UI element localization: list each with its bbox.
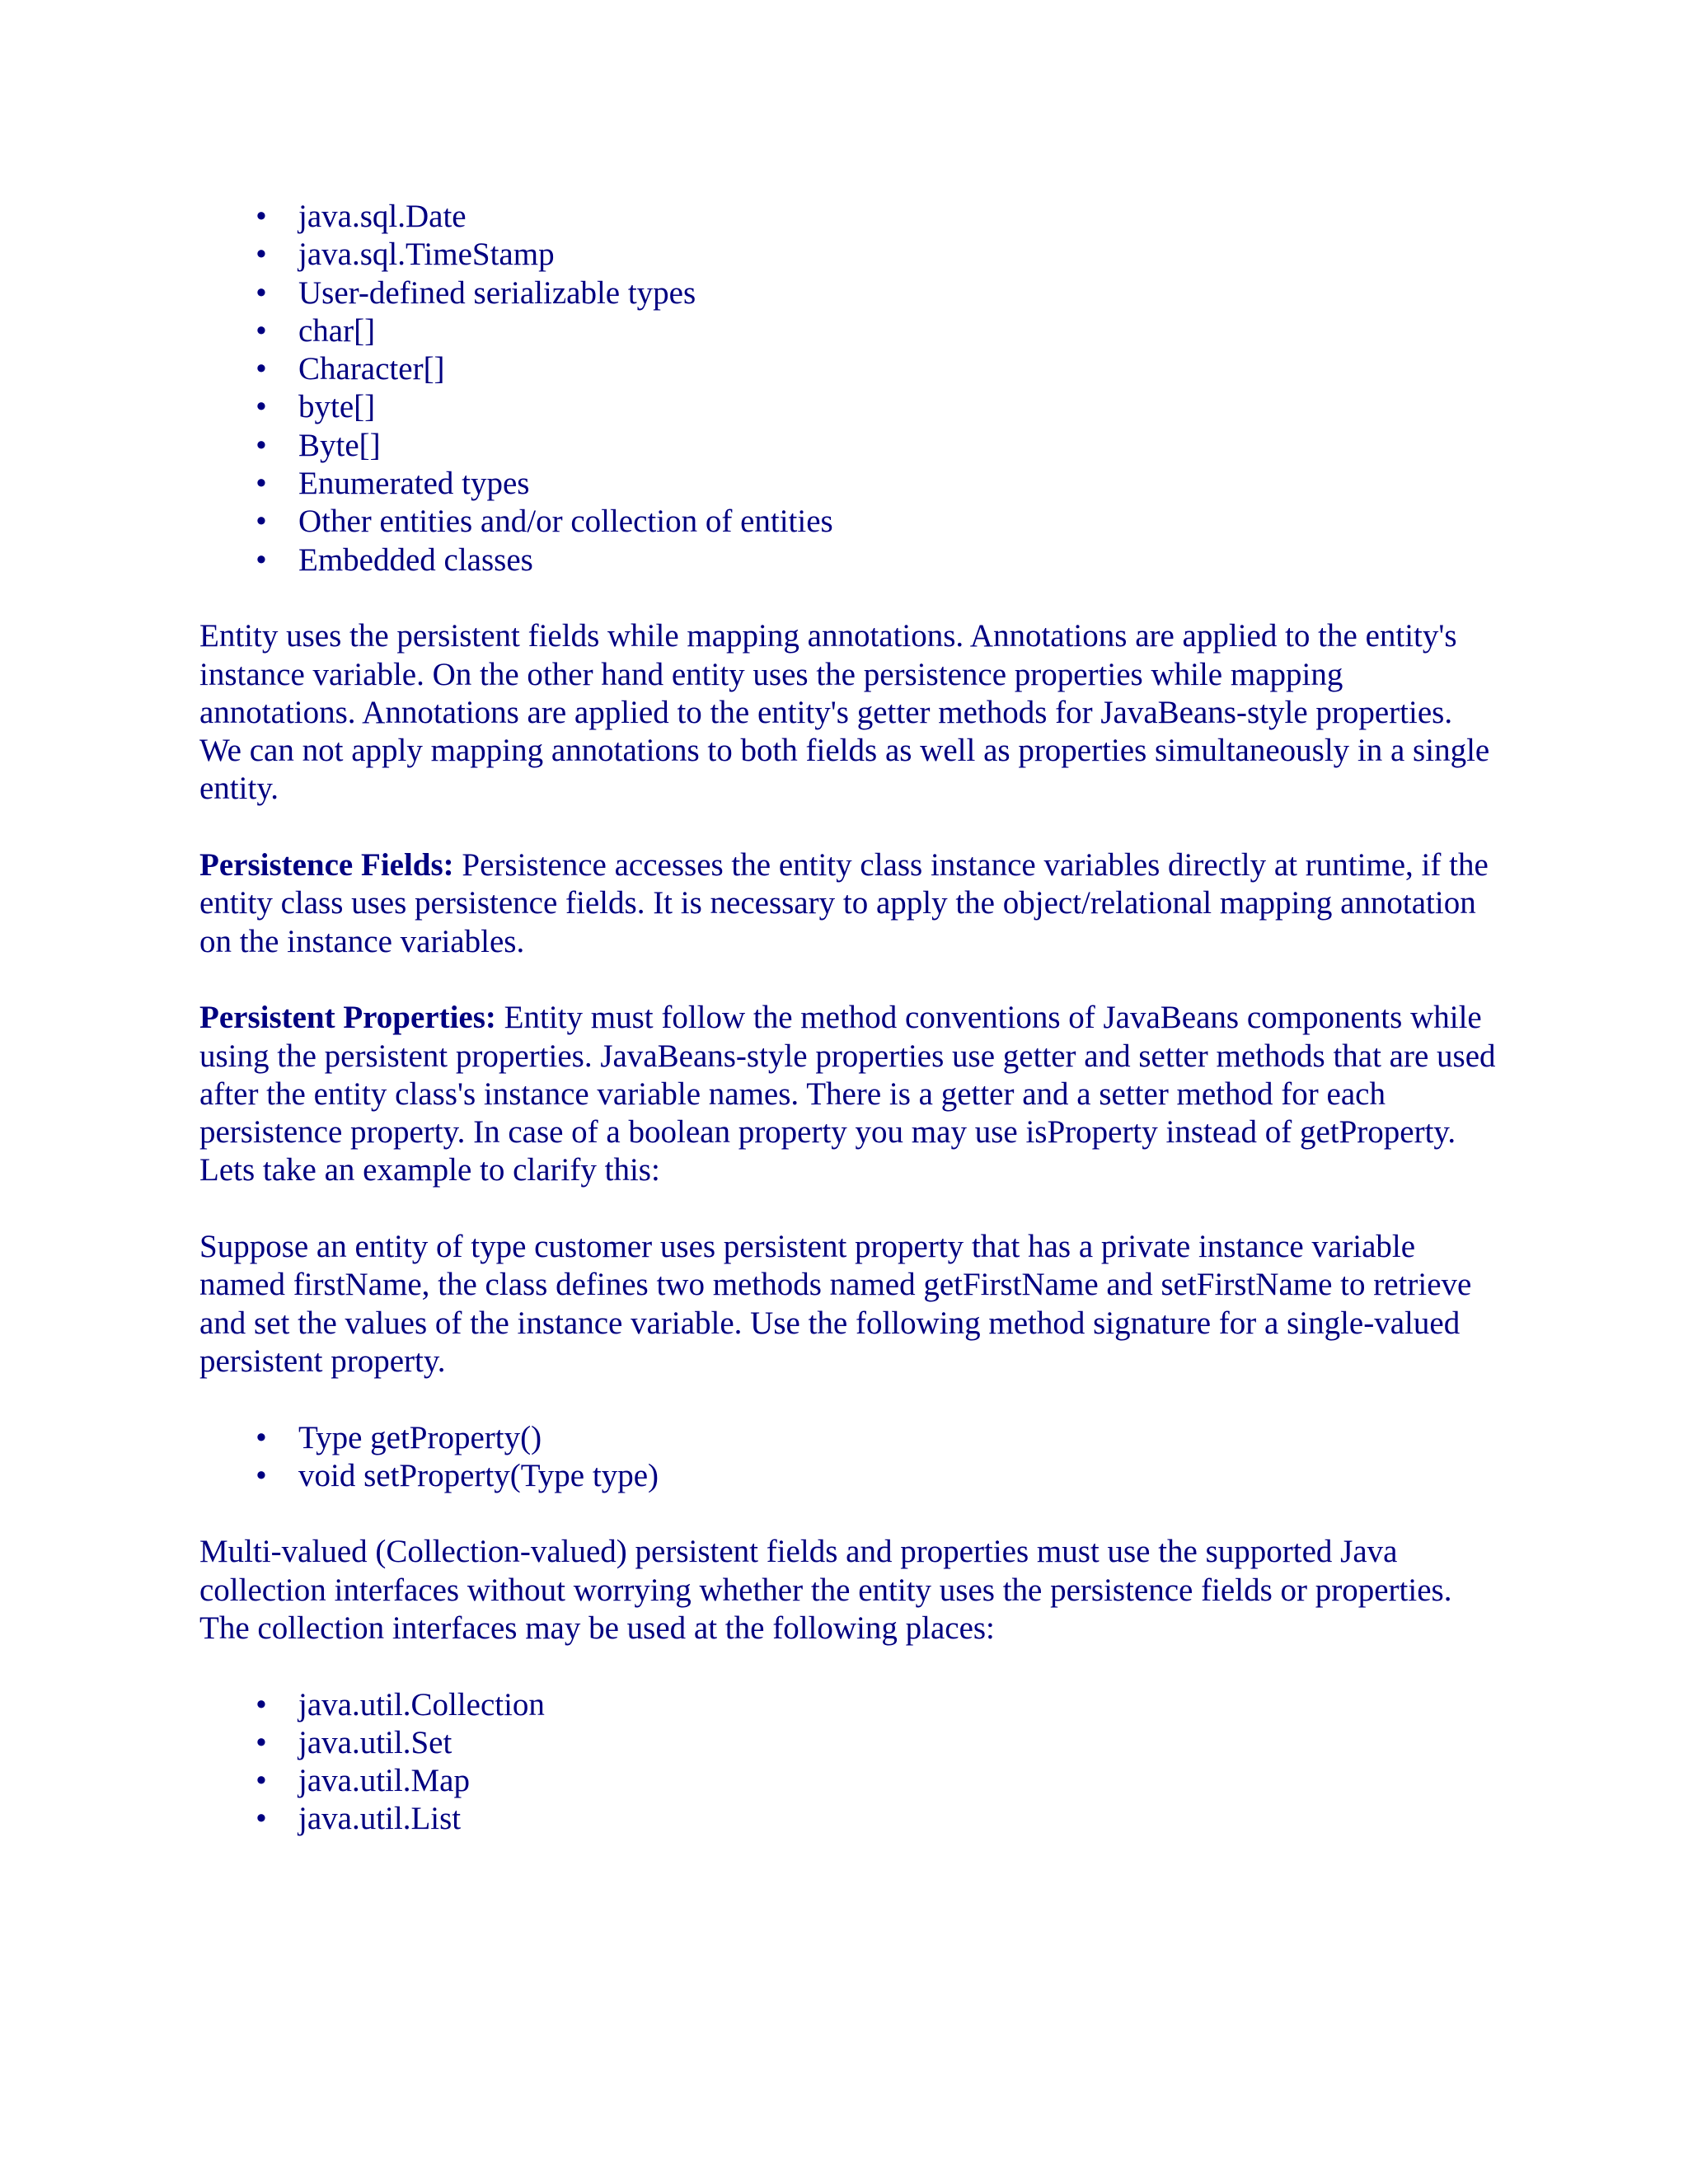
bullet-icon: • — [256, 1686, 267, 1722]
spacer — [199, 1380, 1502, 1418]
bullet-icon: • — [256, 466, 267, 502]
persistence-fields-label: Persistence Fields: — [199, 847, 454, 883]
list-item: • char[] — [199, 312, 1502, 350]
persistent-properties-text: Entity must follow the method conventions of JavaBeans components while using the persistent properties. JavaBeans-style properties use getter and setter methods that are used after the entity class's instance variable names. There is a getter and a setter method for each persistence property. In case of a boolean property you may use isProperty instead of getProperty. Lets take an example to clarify this: — [199, 1000, 1496, 1188]
list-item: • Embedded classes — [199, 541, 1502, 579]
bullet-icon: • — [256, 1419, 267, 1455]
spacer — [199, 1190, 1502, 1228]
bullet-icon: • — [256, 1801, 267, 1837]
list-item: • java.sql.Date — [199, 198, 1502, 236]
list-item: • java.util.Collection — [199, 1686, 1502, 1724]
bullet-icon: • — [256, 274, 267, 311]
method-signature-list — [199, 1419, 1502, 1496]
bullet-icon: • — [256, 1724, 267, 1760]
spacer — [199, 1495, 1502, 1533]
bullet-icon: • — [256, 389, 267, 425]
list-item: • Type getProperty() — [199, 1419, 1502, 1457]
list-item: • java.sql.TimeStamp — [199, 236, 1502, 274]
bullet-icon: • — [256, 199, 267, 234]
bullet-icon: • — [256, 237, 267, 273]
persistent-properties-label: Persistent Properties: — [199, 1000, 496, 1036]
page-content — [199, 198, 1502, 1839]
list-item: • Enumerated types — [199, 465, 1502, 503]
bullet-icon: • — [256, 312, 267, 349]
paragraph-example: Suppose an entity of type customer uses persistent property that has a private instance variable named firstName, the class defines two methods named getFirstName and setFirstName to retrieve and set the values of the instance variable. Use the following method signature for a single-valued persistent property. — [199, 1229, 1472, 1379]
spacer — [199, 808, 1502, 846]
persistence-fields-text: Persistence accesses the entity class instance variables directly at runtime, if the entity class uses persistence fields. It is necessary to apply the object/relational mapping annotation on the instance variables. — [199, 847, 1489, 959]
list-item: • User-defined serializable types — [199, 274, 1502, 312]
bullet-icon: • — [256, 1763, 267, 1799]
paragraph-persistent-properties — [199, 999, 1502, 1189]
paragraph-persistence-fields — [199, 846, 1502, 961]
paragraph-fields-vs-properties: Entity uses the persistent fields while mapping annotations. Annotations are applied to the entity's instance variable. On the other hand entity uses the persistence properties while mapping annotations. Annotations are applied to the entity's getter methods for JavaBeans-style properties. We can not apply mapping annotations to both fields as well as properties simultaneously in a single entity. — [199, 618, 1490, 807]
bullet-icon: • — [256, 1457, 267, 1493]
bullet-icon: • — [256, 504, 267, 540]
paragraph-collections: Multi-valued (Collection-valued) persistent fields and properties must use the supported Java collection interfaces without worrying whether the entity uses the persistence fields or properties. The collection interfaces may be used at the following places: — [199, 1534, 1452, 1646]
list-item: • Character[] — [199, 350, 1502, 388]
bullet-icon: • — [256, 427, 267, 463]
list-item: • void setProperty(Type type) — [199, 1457, 1502, 1495]
bullet-icon: • — [256, 351, 267, 387]
list-item: • java.util.Set — [199, 1724, 1502, 1762]
supported-types-list — [199, 198, 1502, 579]
bullet-icon: • — [256, 541, 267, 578]
list-item: • byte[] — [199, 388, 1502, 426]
spacer — [199, 961, 1502, 999]
list-item: • Other entities and/or collection of entities — [199, 503, 1502, 541]
collection-interfaces-list — [199, 1686, 1502, 1839]
list-item: • Byte[] — [199, 427, 1502, 465]
list-item: • java.util.List — [199, 1800, 1502, 1838]
list-item: • java.util.Map — [199, 1762, 1502, 1800]
spacer — [199, 1647, 1502, 1685]
spacer — [199, 579, 1502, 617]
